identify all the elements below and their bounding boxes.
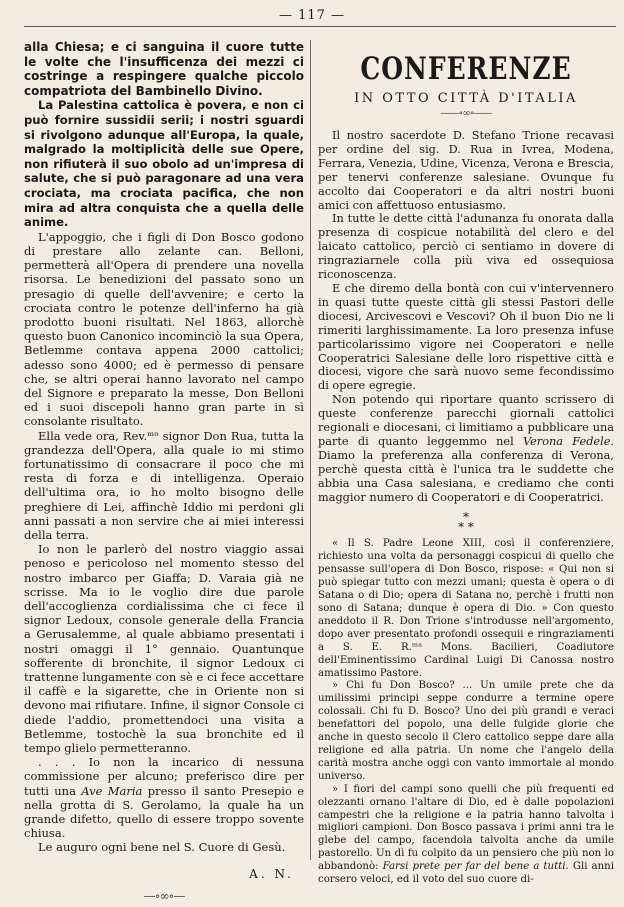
text-run: Gli anni corsero veloci, ed il voto del suo cuore di- <box>318 861 614 886</box>
paragraph: Le auguro ogni bene nel S. Cuore di Gesù. <box>38 840 286 855</box>
right-column <box>318 46 614 901</box>
header-rule <box>24 26 616 27</box>
article-subtitle: IN OTTO CITTÀ D'ITALIA <box>354 91 578 106</box>
text-run: presso il santo Presepio e nella grotta di S. Gerolamo, la quale ha un grande difetto, quello di essere troppo sovente chiusa. <box>24 783 305 841</box>
asterism <box>318 510 614 535</box>
asterism-top: * <box>463 510 469 525</box>
text-run: . Diamo la preferenza alla conferenza di Verona, perchè questa città è l'unica tra le suddette che abbia una Casa salesiana, e crediamo che conti maggior numero di Cooperatori e di Cooperatrici. <box>318 434 615 504</box>
paragraph <box>24 755 304 840</box>
column-divider <box>310 40 311 860</box>
paragraph: alla Chiesa; e ci sanguina il cuore tutte le volte che l'insufficenza dei mezzi ci costringe a respingere qualche piccolo compatriota del Bambinello Divino. <box>24 40 304 98</box>
italic-text: Farsi prete per far del bene a tutti. <box>382 861 569 873</box>
quote-paragraph <box>318 784 614 887</box>
italic-text: Ave Maria <box>81 783 143 798</box>
left-column <box>24 40 305 903</box>
paragraph: Ella vede ora, Rev.ᵐᵒ signor Don Rua, tutta la grandezza dell'Opera, alla quale io mi stimo fortunatissimo di consacrare il poco che mi resta di forza e di intelligenza. Operaio dell'ultima ora, io ho molto bisogno delle preghiere di Lei, affinchè Iddio mi perdoni gli anni passati a non servire che ai miei interessi della terra. <box>24 428 304 542</box>
paragraph: L'appoggio, che i figli di Don Bosco godono di prestare allo zelante can. Belloni, permetterà all'Opera di prendere una novella risorsa. Le benedizioni del passato sono un presagio di quelle dell'avvenire; e certo la crociata contro le potenze dell'inferno ha già prodotto buoni risultati. Nel 1863, allorchè questo buon Canonico incominciò la sua Opera, Betlemme contava appena 2000 cattolici; adesso sono 4000; ed è permesso di pensare che, se altri operai hanno lavorato nel campo del Signore e preparato la messe, Don Belloni ed i suoi discepoli hanno gran parte in sì consolante risultato. <box>24 229 304 429</box>
quote-paragraph: » Chi fu Don Bosco? ... Un umile prete che da umilissimi principi seppe condurre a termine opere colossali. Chi fu D. Bosco? Uno dei più grandi e veraci benefattori del popolo, una delle fulgide glorie che anche in questo secolo il Clero cattolico seppe dare alla religione ed alla patria. Un nome che l'angelo della carità mostra anche oggi con vanto immortale al mondo universo. <box>318 680 614 782</box>
text-run: » I fiori del campi sono quelli che più frequenti ed olezzanti ornano l'altare di Dio, ed è dalle popolazioni campestri che la religione e la patria hanno talvolta i migliori campioni. Don Bosco passava i primi anni tra le glebe del campo, facendola talvolta anche da umile pastorello. Un dì fu colpito da un pensiero che più non lo abbandonò: <box>318 783 614 873</box>
paragraph: Io non le parlerò del nostro viaggio assai penoso e pericoloso nel momento stesso del nostro imbarco per Giaffa; D. Varaia già ne scrisse. Ma io le voglio dire due parole dell'accoglienza cordialissima che ci fece il signor Ledoux, console generale della Francia a Gerusalemme, al quale abbiamo presentati i nostri omaggi il 1° gennaio. Quantunque sofferente di bronchite, il signor Ledoux ci trattenne lungamente con sè e ci fece accettare il caffè e la sigarette, che in Oriente non si devono mai rifiutare. Infine, il signor Console ci diede l'addio, promettendoci una visita a Betlemme, tostochè la sua bronchite ed il tempo glielo permetteranno. <box>24 542 304 756</box>
title-ornament: ——∘∞∘—— <box>440 108 492 119</box>
paragraph <box>318 393 614 504</box>
quote-paragraph: « Il S. Padre Leone XIII, così il conferenziere, richiesto una volta da personaggi cospicui di quello che pensasse sull'opera di Don Bosco, rispose: « Qui non si può spiegar tutto con mezzi umani; questa è opera o di Satana o di Dio; opera di Satana no, perchè i frutti non sono di Satana; dunque è opera di Dio. » Con questo aneddoto il R. Don Trione s'introdusse nell'argomento, dopo aver presentato profondi ossequii e ringraziamenti a S. E. R.ᵐᵃ Mons. Bacilieri, Coadiutore dell'Eminentissimo Cardinal Luigi Di Canossa nostro amatissimo Pastore. <box>318 538 614 679</box>
asterism-bottom: * * <box>458 520 474 535</box>
text-run: . . . Io non la incarico di nessuna commissione per alcuno; preferisco dire per tutti una <box>24 755 304 798</box>
paragraph: In tutte le dette città l'adunanza fu onorata dalla presenza di cospicue notabilità del clero e del laicato cattolico, perciò ci sentiamo in dovere di ringraziarnele colla più viva ed ossequiosa riconoscenza. <box>318 212 614 282</box>
article-title: CONFERENZE <box>360 50 572 87</box>
ornament-divider: —∘∞∘— <box>143 888 185 903</box>
newspaper-title: Verona Fedele <box>522 434 611 448</box>
paragraph: E che diremo della bontà con cui v'intervennero in quasi tutte queste città gli stessi Pastori delle diocesi, Arcivescovi e Vescovi? Oh il buon Dio ne li rimeriti larghissimamente. La loro presenza infuse particolarissimo vigore nei Cooperatori e nelle Cooperatrici Salesiane delle loro rispettive città e diocesi, vigore che sarà nuovo seme fecondissimo di opere egregie. <box>318 281 614 393</box>
page-number: — 117 — <box>278 8 346 23</box>
paragraph-bold: La Palestina cattolica è povera, e non ci può fornire sussidii serii; i nostri sguardi si rivolgono adunque all'Europa, la quale, malgrado la moltiplicità delle sue Opere, non rifiuterà il suo obolo ad un'impresa di salute, che si può paragonare ad una vera crociata, ma crociata pacifica, che non mira ad altra conquista che a quella delle anime. <box>24 98 304 230</box>
text-run: Non potendo qui riportare quanto scrissero di queste conferenze parecchi giornali cattolici regionali e diocesani, ci limitiamo a pubblicare una parte di quanto leggemmo nel <box>318 393 614 448</box>
signature: A. N. <box>249 866 294 881</box>
paragraph: Il nostro sacerdote D. Stefano Trione recavasi per ordine del sig. D. Rua in Ivrea, Modena, Ferrara, Venezia, Udine, Vicenza, Verona e Brescia, per tenervi conferenze salesiane. Ovunque fu accolto dai Cooperatori e da altri nostri buoni amici con affettuoso entusiasmo. <box>318 129 614 212</box>
